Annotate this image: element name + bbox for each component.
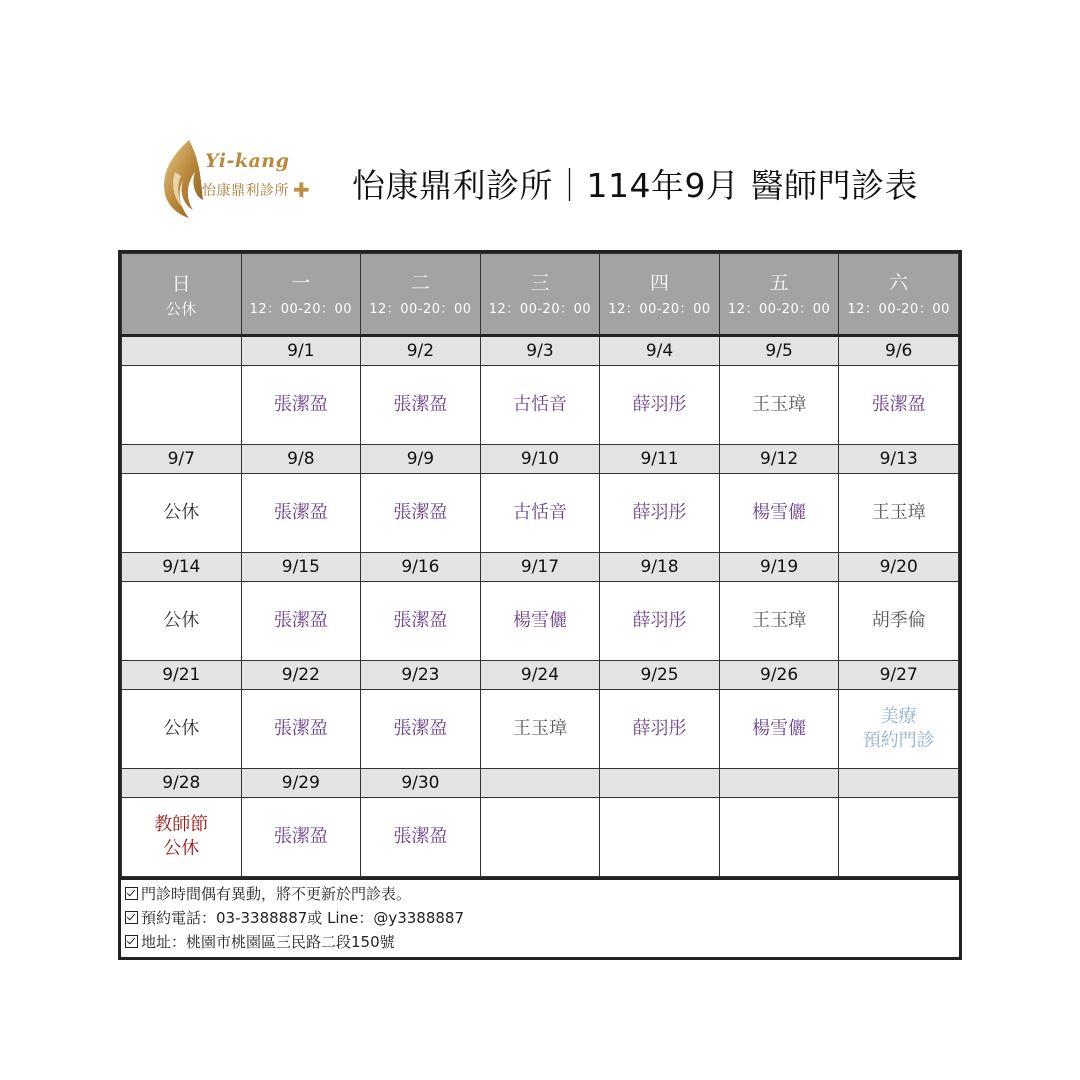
date-cell: 9/9 <box>361 445 481 474</box>
weekday-name: 一 <box>291 271 311 294</box>
doctor-name: 胡季倫 <box>871 610 926 631</box>
date-cell: 9/23 <box>361 661 481 690</box>
date-cell: 9/4 <box>600 336 720 366</box>
note-line <box>125 906 955 930</box>
date-cell: 9/30 <box>361 769 481 798</box>
weekday-hours: 12：00-20：00 <box>608 301 711 317</box>
doctor-cell <box>122 798 242 877</box>
doctor-name: 公休 <box>163 502 200 523</box>
doctor-cell <box>600 798 720 877</box>
date-cell: 9/18 <box>600 553 720 582</box>
date-cell: 9/8 <box>241 445 361 474</box>
doctor-cell <box>719 798 839 877</box>
note-text: 地址：桃園市桃園區三民路二段150號 <box>141 933 395 951</box>
doctor-cell <box>600 366 720 445</box>
weekday-hours: 12：00-20：00 <box>847 301 950 317</box>
date-row <box>122 553 959 582</box>
doctor-name: 美療 <box>880 706 917 727</box>
date-cell: 9/11 <box>600 445 720 474</box>
notes-section <box>121 877 959 957</box>
logo-chinese-text: 怡康鼎利診所 <box>202 183 289 199</box>
doctor-cell <box>122 366 242 445</box>
doctor-name: 公休 <box>163 718 200 739</box>
date-cell: 9/5 <box>719 336 839 366</box>
leaf-flame-icon <box>155 136 215 222</box>
weekday-name: 四 <box>650 271 670 294</box>
doctor-cell <box>241 366 361 445</box>
doctor-name: 王玉璋 <box>752 394 807 415</box>
weekday-header-row <box>122 254 959 336</box>
doctor-cell <box>241 582 361 661</box>
doctor-cell <box>361 798 481 877</box>
doctor-cell <box>241 474 361 553</box>
doctor-cell <box>361 474 481 553</box>
doctor-row <box>122 690 959 769</box>
doctor-cell <box>480 366 600 445</box>
weekday-header <box>600 254 720 336</box>
date-cell: 9/27 <box>839 661 959 690</box>
date-cell <box>122 336 242 366</box>
doctor-name: 教師節 <box>154 814 209 835</box>
doctor-cell <box>839 798 959 877</box>
doctor-cell <box>122 582 242 661</box>
doctor-cell <box>839 366 959 445</box>
doctor-name: 張潔盈 <box>393 394 448 415</box>
doctor-name: 公休 <box>163 610 200 631</box>
logo-script-text: Yi-kang <box>205 150 290 172</box>
doctor-name: 張潔盈 <box>393 610 448 631</box>
doctor-name: 張潔盈 <box>273 502 328 523</box>
doctor-name: 薛羽彤 <box>632 610 687 631</box>
weekday-header <box>122 254 242 336</box>
checkbox-icon <box>125 911 138 924</box>
date-cell: 9/29 <box>241 769 361 798</box>
date-cell <box>839 769 959 798</box>
doctor-cell <box>839 582 959 661</box>
doctor-row <box>122 474 959 553</box>
weekday-name: 三 <box>530 271 550 294</box>
doctor-cell <box>719 366 839 445</box>
doctor-cell <box>480 690 600 769</box>
date-cell: 9/15 <box>241 553 361 582</box>
doctor-name: 張潔盈 <box>393 826 448 847</box>
date-cell <box>719 769 839 798</box>
doctor-cell <box>241 690 361 769</box>
date-cell: 9/24 <box>480 661 600 690</box>
date-row <box>122 769 959 798</box>
doctor-cell <box>241 798 361 877</box>
doctor-name: 張潔盈 <box>273 394 328 415</box>
doctor-row <box>122 366 959 445</box>
date-cell: 9/20 <box>839 553 959 582</box>
schedule-table <box>118 250 962 960</box>
doctor-name: 古恬音 <box>512 394 567 415</box>
date-cell: 9/28 <box>122 769 242 798</box>
doctor-cell <box>361 690 481 769</box>
doctor-name: 王玉璋 <box>512 718 567 739</box>
date-cell: 9/19 <box>719 553 839 582</box>
doctor-name: 薛羽彤 <box>632 502 687 523</box>
doctor-name: 薛羽彤 <box>632 718 687 739</box>
date-cell: 9/1 <box>241 336 361 366</box>
medical-cross-icon: ✚ <box>293 178 310 202</box>
checkbox-icon <box>125 887 138 900</box>
date-cell: 9/12 <box>719 445 839 474</box>
weekday-hours: 公休 <box>165 299 197 318</box>
doctor-cell <box>361 582 481 661</box>
doctor-cell <box>719 582 839 661</box>
doctor-name: 王玉璋 <box>752 610 807 631</box>
doctor-name: 古恬音 <box>512 502 567 523</box>
doctor-name: 楊雪儷 <box>512 610 567 631</box>
date-cell: 9/13 <box>839 445 959 474</box>
doctor-cell <box>719 690 839 769</box>
date-cell: 9/10 <box>480 445 600 474</box>
clinic-logo <box>155 136 320 222</box>
date-cell: 9/25 <box>600 661 720 690</box>
date-cell: 9/21 <box>122 661 242 690</box>
doctor-cell <box>480 582 600 661</box>
date-cell: 9/7 <box>122 445 242 474</box>
date-cell: 9/26 <box>719 661 839 690</box>
note-text: 門診時間偶有異動，將不更新於門診表。 <box>141 885 412 903</box>
weekday-header <box>480 254 600 336</box>
weekday-header <box>241 254 361 336</box>
doctor-cell <box>122 690 242 769</box>
doctor-cell <box>839 474 959 553</box>
doctor-row <box>122 798 959 877</box>
doctor-name: 張潔盈 <box>273 610 328 631</box>
date-row <box>122 336 959 366</box>
doctor-cell <box>600 690 720 769</box>
doctor-name: 張潔盈 <box>393 502 448 523</box>
weekday-name: 六 <box>889 271 909 294</box>
date-cell: 9/17 <box>480 553 600 582</box>
date-cell <box>480 769 600 798</box>
date-cell: 9/2 <box>361 336 481 366</box>
page-title: 怡康鼎利診所｜114年9月 醫師門診表 <box>352 166 918 205</box>
doctor-cell <box>600 474 720 553</box>
doctor-cell <box>122 474 242 553</box>
weekday-header <box>839 254 959 336</box>
note-line <box>125 930 955 954</box>
doctor-name: 張潔盈 <box>871 394 926 415</box>
doctor-name: 楊雪儷 <box>752 502 807 523</box>
doctor-name: 張潔盈 <box>273 718 328 739</box>
date-cell: 9/3 <box>480 336 600 366</box>
date-cell: 9/16 <box>361 553 481 582</box>
doctor-name: 薛羽彤 <box>632 394 687 415</box>
date-cell: 9/22 <box>241 661 361 690</box>
doctor-name: 張潔盈 <box>273 826 328 847</box>
doctor-cell <box>361 366 481 445</box>
checkbox-icon <box>125 935 138 948</box>
note-text: 預約電話：03-3388887或 Line：@y3388887 <box>141 909 465 927</box>
doctor-name: 王玉璋 <box>871 502 926 523</box>
date-row <box>122 445 959 474</box>
weekday-hours: 12：00-20：00 <box>727 301 831 317</box>
doctor-cell <box>719 474 839 553</box>
date-row <box>122 661 959 690</box>
doctor-name: 楊雪儷 <box>752 718 807 739</box>
doctor-cell <box>480 798 600 877</box>
weekday-hours: 12：00-20：00 <box>249 301 353 317</box>
date-cell: 9/14 <box>122 553 242 582</box>
weekday-name: 五 <box>769 271 789 294</box>
weekday-name: 二 <box>410 271 430 294</box>
note-line <box>125 882 955 906</box>
weekday-hours: 12：00-20：00 <box>488 301 592 317</box>
doctor-row <box>122 582 959 661</box>
weekday-hours: 12：00-20：00 <box>369 301 472 317</box>
weekday-header <box>361 254 481 336</box>
doctor-name: 預約門診 <box>862 730 935 751</box>
date-cell <box>600 769 720 798</box>
doctor-cell <box>480 474 600 553</box>
doctor-cell <box>839 690 959 769</box>
weekday-header <box>719 254 839 336</box>
doctor-cell <box>600 582 720 661</box>
date-cell: 9/6 <box>839 336 959 366</box>
schedule-grid <box>121 253 959 877</box>
weekday-name: 日 <box>171 272 191 295</box>
doctor-name: 公休 <box>163 838 200 859</box>
doctor-name: 張潔盈 <box>393 718 448 739</box>
